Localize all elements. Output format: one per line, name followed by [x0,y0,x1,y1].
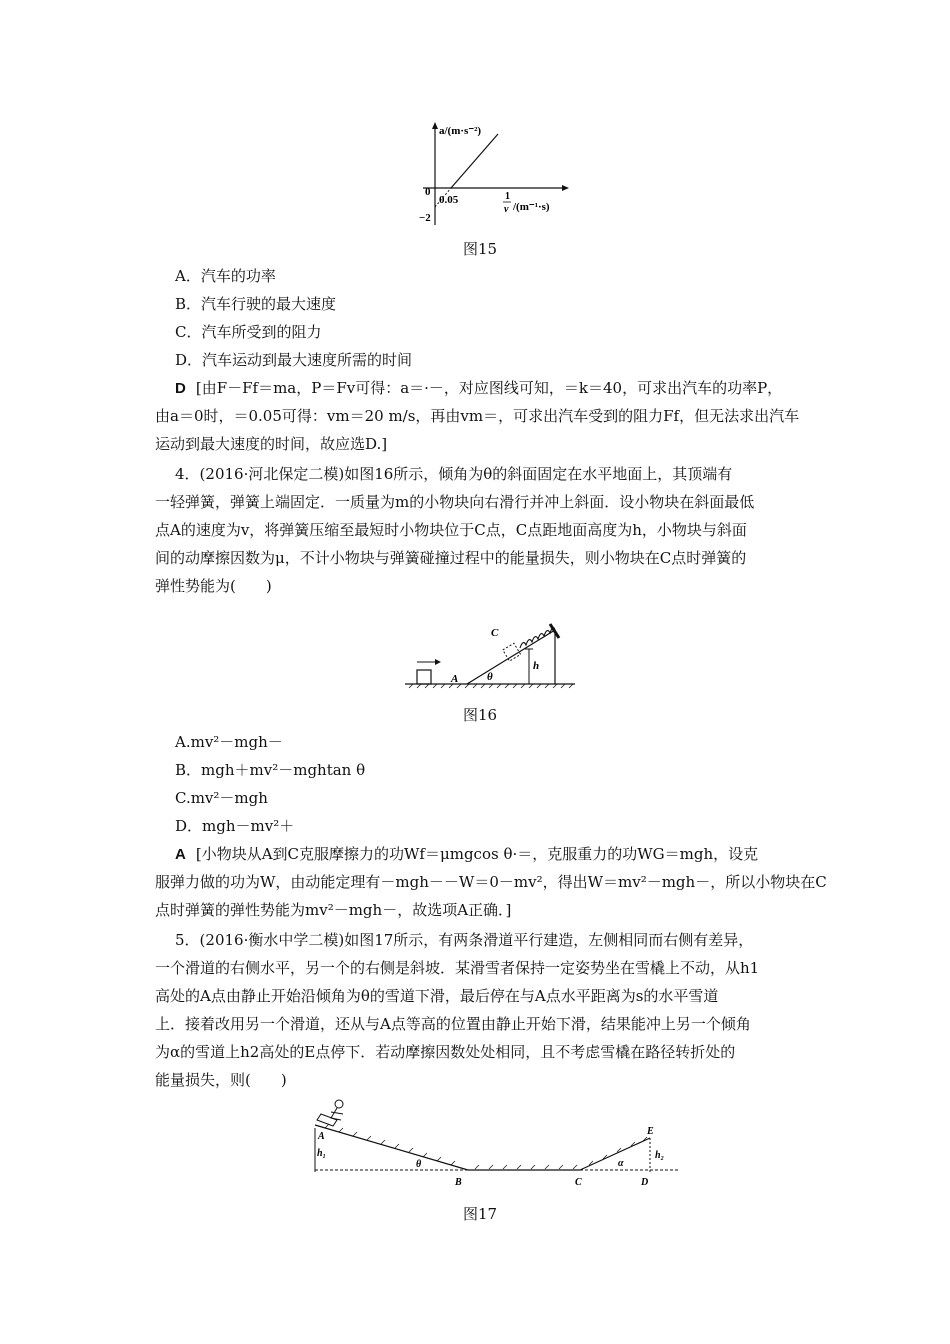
label-h2: h₂ [655,1150,665,1161]
q3-analysis-line-1 [175,378,782,399]
q5-stem-line-5: 为α的雪道上h2高处的E点停下．若动摩擦因数处处相同，且不考虑雪橇在路径转折处的 [155,1043,736,1061]
y-axis-arrow [432,122,438,129]
skier-head [335,1100,343,1108]
velocity-arrowhead [435,659,441,665]
figure-15-graph [415,120,575,230]
figure-16-caption: 图16 [462,706,498,724]
figure-15-caption: 图15 [462,240,498,258]
q5-stem-line-3: 高处的A点由静止开始沿倾角为θ的雪道下滑，最后停在与A点水平距离为s的水平雪道 [155,987,719,1005]
q3-analysis-line-2: 由a＝0时，＝0.05可得：vm＝20 m/s，再由vm＝，可求出汽车受到的阻力Ff，但无法求出汽车 [155,407,800,425]
q4-analysis-line-2: 服弹力做的功为W，由动能定理有－mgh－－W＝0－mv²，得出W＝mv²－mgh－，所以小物块在C [155,873,827,891]
q4-option-b: B．mgh＋mv²－mghtan θ [175,761,366,779]
label-theta: θ [487,671,493,683]
sled [317,1114,337,1126]
label-theta: θ [416,1159,422,1170]
label-c: C [575,1177,582,1188]
graph-line [451,134,498,188]
q4-option-c: C.mv²－mgh [175,789,268,807]
label-d: D [641,1177,649,1188]
q3-option-a: A．汽车的功率 [175,267,276,285]
q3-option-c: C．汽车所受到的阻力 [175,323,322,341]
q4-stem-line-5: 弹性势能为( ) [155,577,272,595]
q5-stem-line-4: 上．接着改用另一个滑道，还从与A点等高的位置由静止开始下滑，结果能冲上另一个倾角 [155,1015,751,1033]
spring-coil [520,628,555,648]
q4-option-d: D．mgh－mv²＋ [175,817,295,835]
figure-16-diagram [405,622,580,694]
figure-17-diagram [305,1090,690,1190]
left-slope [315,1125,468,1170]
x-axis-arrow [562,185,569,191]
label-h1: h₁ [317,1148,327,1159]
q5-stem-line-2: 一个滑道的右侧水平，另一个的右侧是斜坡．某滑雪者保持一定姿势坐在雪橇上不动，从h1 [155,959,760,977]
label-alpha: α [618,1158,624,1169]
q3-analysis-text-1: [由F－Ff＝ma，P＝Fv可得：a＝·－，对应图线可知，＝k＝40，可求出汽车的功率P， [195,379,783,397]
y-axis-label: a/(m·s⁻²) [439,125,482,137]
x-label-fraction-denominator: v [504,204,509,215]
q4-stem-line-3: 点A的速度为v，将弹簧压缩至最短时小物块位于C点，C点距地面高度为h，小物块与斜面 [155,521,747,539]
q4-analysis-line-3: 点时弹簧的弹性势能为mv²－mgh－，故选项A正确．] [155,901,512,919]
x-axis-label: /(m⁻¹·s) [513,201,550,213]
right-slope [580,1138,650,1170]
q3-analysis-line-3: 运动到最大速度的时间，故应选D.] [155,435,388,453]
q4-analysis-line-1 [175,844,758,865]
q3-option-d: D．汽车运动到最大速度所需的时间 [175,351,413,369]
q4-stem-line-2: 一轻弹簧，弹簧上端固定．一质量为m的小物块向右滑行并冲上斜面．设小物块在斜面最低 [155,493,755,511]
block [417,670,431,684]
incline-surface [467,630,555,684]
label-e: E [647,1126,654,1137]
q4-stem-line-1: 4．(2016·河北保定二模)如图16所示，倾角为θ的斜面固定在水平地面上，其顶端有 [175,465,733,483]
label-b: B [455,1177,462,1188]
label-a: A [318,1131,325,1142]
label-a: A [451,673,459,685]
q3-answer-letter: D [175,380,186,397]
figure-17-caption: 图17 [462,1205,498,1223]
q4-option-a: A.mv²－mgh－ [175,733,283,751]
origin-label: 0 [425,186,431,198]
q3-option-b: B．汽车行驶的最大速度 [175,295,337,313]
slope-hatching [325,1124,647,1169]
x-tick-label: 0.05 [439,194,459,206]
skier-body [331,1108,343,1120]
q4-answer-letter: A [175,846,186,863]
q5-stem-line-1: 5．(2016·衡水中学二模)如图17所示，有两条滑道平行建造，左侧相同而右侧有差异， [175,931,754,949]
q4-stem-line-4: 间的动摩擦因数为μ，不计小物块与弹簧碰撞过程中的能量损失，则小物块在C点时弹簧的 [155,549,747,567]
y-tick-label: −2 [419,212,431,224]
q4-analysis-text-1: [小物块从A到C克服摩擦力的功Wf＝μmgcos θ·＝，克服重力的功WG＝mgh，设克 [195,845,759,863]
q5-stem-line-6: 能量损失，则( ) [155,1071,287,1089]
label-c: C [491,627,499,639]
x-label-fraction-numerator: 1 [505,191,510,202]
label-h: h [533,660,540,672]
